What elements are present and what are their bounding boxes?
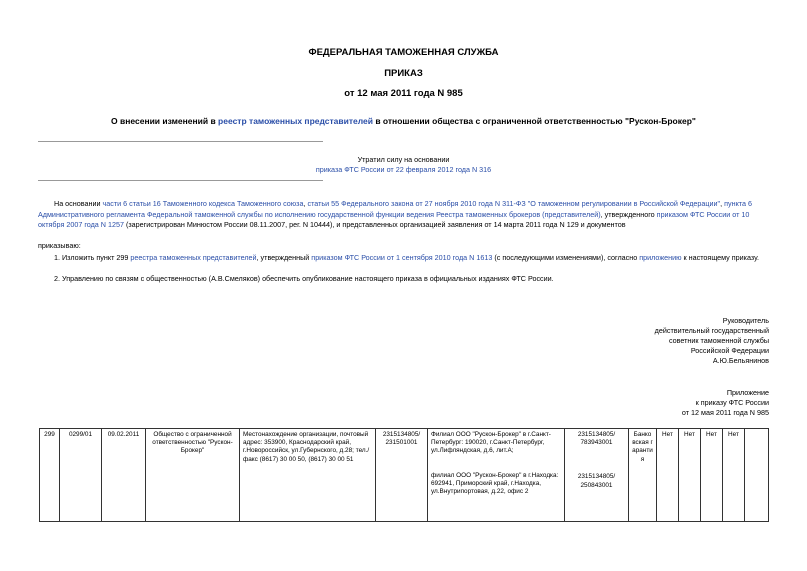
page-title <box>0 116 807 126</box>
preamble-text: , <box>303 199 308 208</box>
branch-inn-1: 2315134805/ 783943001 <box>577 431 616 447</box>
preamble-text: На основании <box>54 199 103 208</box>
registry-link-2[interactable]: реестра таможенных представителей <box>130 253 257 262</box>
cell-no: Нет <box>723 429 745 522</box>
cell-address: Местонахождение организации, почтовый адрес: 353900, Краснодарский край, г.Новороссийск, ул.Губернского, д.28; тел./факс (8617) 30 00 50, (8617) 30 00 51 <box>240 429 376 522</box>
appendix-line: от 12 мая 2011 года N 985 <box>681 408 769 417</box>
signature-line: Российской Федерации <box>690 346 769 355</box>
preamble-text: , утвержденного <box>600 209 657 219</box>
branch-2: филиал ООО "Рускон-Брокер" в г.Находка: 692941, Приморский край, г.Находка, ул.Внутрипортовая, д.22, офис 2 <box>431 471 559 496</box>
cell-no: Нет <box>657 429 679 522</box>
appendix-line: Приложение <box>726 388 769 397</box>
signatory-name: А.Ю.Бельянинов <box>712 356 769 365</box>
order-1613-link[interactable]: приказом ФТС России от 1 сентября 2010 года N 1613 <box>311 253 493 262</box>
cell-guarantee: Банковская гарантия <box>629 429 657 522</box>
cell-inn-kpp: 2315134805/ 231501001 <box>376 429 428 522</box>
preamble-text: (зарегистрирован Минюстом России 08.11.2007, рег. N 10444), и представленных организацией заявления от 14 марта 2011 года N 129 и документов <box>123 220 626 229</box>
divider-top <box>38 141 323 142</box>
cell-no: Нет <box>679 429 701 522</box>
cell-date: 09.02.2011 <box>102 429 146 522</box>
cell-no: Нет <box>701 429 723 522</box>
item-1 <box>54 253 774 264</box>
agency-name: ФЕДЕРАЛЬНАЯ ТАМОЖЕННАЯ СЛУЖБА <box>308 47 499 58</box>
doc-type: ПРИКАЗ <box>384 68 423 79</box>
preamble <box>38 199 773 231</box>
item-1-text: , утвержденный <box>256 253 312 262</box>
cell-reg-no: 0299/01 <box>60 429 102 522</box>
registry-table <box>39 428 769 522</box>
order-word: приказываю: <box>38 241 81 250</box>
signature-block <box>655 316 769 366</box>
order-1257-link[interactable]: приказом ФТС России от 10 октября 2007 года N 1257 <box>38 209 750 229</box>
appendix-header <box>682 388 769 418</box>
repeal-link[interactable]: приказа ФТС России от 22 февраля 2012 года N 316 <box>315 165 492 174</box>
preamble-text: , <box>720 199 725 208</box>
signature-line: советник таможенной службы <box>668 336 769 345</box>
customs-code-link[interactable]: части 6 статьи 16 Таможенного кодекса Таможенного союза <box>102 199 304 208</box>
federal-law-link[interactable]: статьи 55 Федерального закона от 27 ноября 2010 года N 311-ФЗ "О таможенном регулировании в Российской Федерации" <box>307 199 721 208</box>
order-date-number: от 12 мая 2011 года N 985 <box>344 88 463 99</box>
branch-1: Филиал ООО "Рускон-Брокер" в г.Санкт-Петербург: 190020, г.Санкт-Петербург, ул.Лифляндская, д.6, лит.А; <box>431 431 551 455</box>
table-row <box>40 429 769 522</box>
item-2: 2. Управлению по связям с общественностью (А.В.Смеляков) обеспечить опубликование настоящего приказа в официальных изданиях ФТС России. <box>54 274 554 283</box>
branch-inn-2: 2315134805/ 250843001 <box>577 473 616 489</box>
regulation-link[interactable]: пункта 6 Административного регламента Федеральной таможенной службы по исполнению государственной функции ведения Реестра таможенных брокеров (представителей) <box>38 199 753 219</box>
divider-bottom <box>38 180 323 181</box>
status-note: Утратил силу на основании <box>357 155 450 164</box>
title-text-1: О внесении изменений в <box>111 116 219 126</box>
cell-org-name: Общество с ограниченной ответственностью "Рускон-Брокер" <box>146 429 240 522</box>
item-1-text: (с последующими изменениями), согласно <box>492 253 640 262</box>
cell-branches <box>428 429 565 522</box>
item-1-text: к настоящему приказу. <box>681 253 759 262</box>
appendix-line: к приказу ФТС России <box>695 398 769 407</box>
signature-line: Руководитель <box>722 316 769 325</box>
cell-number: 299 <box>40 429 60 522</box>
registry-link[interactable]: реестр таможенных представителей <box>218 116 373 126</box>
signature-line: действительный государственный <box>654 326 769 335</box>
cell-empty <box>745 429 769 522</box>
title-text-2: в отношении общества с ограниченной ответственностью "Рускон-Брокер" <box>372 116 696 126</box>
appendix-link[interactable]: приложению <box>639 253 682 262</box>
cell-branch-inn <box>565 429 629 522</box>
item-1-text: 1. Изложить пункт 299 <box>54 253 131 262</box>
